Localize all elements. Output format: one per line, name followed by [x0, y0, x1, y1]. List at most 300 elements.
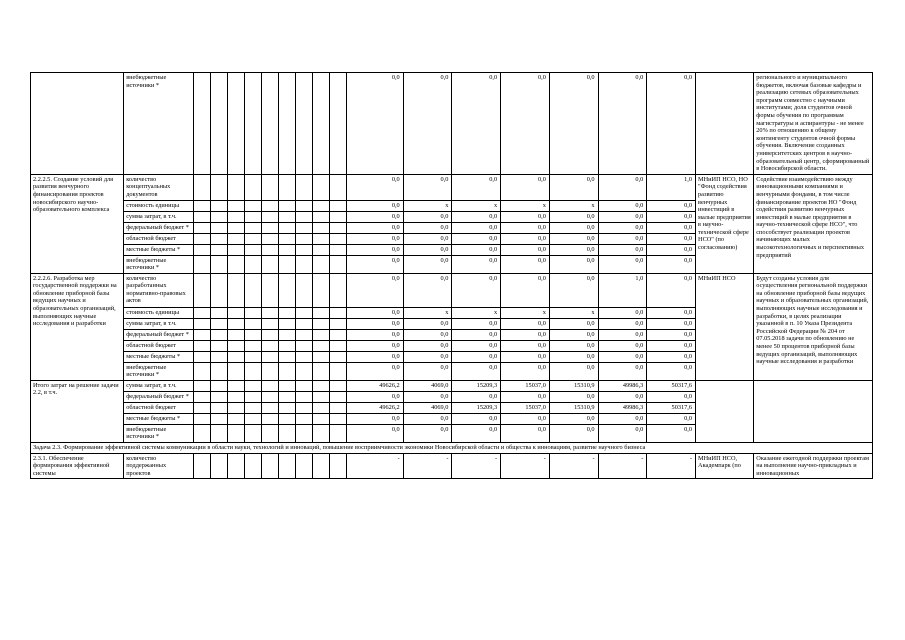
- empty-cell: [261, 222, 278, 233]
- value-cell: 0,0: [549, 255, 598, 273]
- empty-cell: [295, 391, 312, 402]
- value-cell: 0,0: [346, 200, 403, 211]
- value-cell: 0,0: [647, 340, 696, 351]
- value-cell: 49986,3: [598, 402, 647, 413]
- empty-cell: [261, 340, 278, 351]
- empty-cell: [211, 233, 228, 244]
- empty-cell: [329, 200, 346, 211]
- empty-cell: [227, 351, 244, 362]
- value-cell: 15310,9: [549, 380, 598, 391]
- value-cell: 0,0: [403, 211, 452, 222]
- value-cell: 0,0: [501, 329, 550, 340]
- empty-cell: [329, 255, 346, 273]
- value-cell: 0,0: [598, 222, 647, 233]
- value-cell: 0,0: [501, 351, 550, 362]
- value-cell: 0,0: [346, 413, 403, 424]
- value-cell: 0,0: [501, 413, 550, 424]
- empty-cell: [278, 351, 295, 362]
- empty-cell: [329, 340, 346, 351]
- value-cell: 0,0: [549, 329, 598, 340]
- value-cell: -: [403, 453, 452, 479]
- value-cell: x: [403, 307, 452, 318]
- empty-cell: [227, 200, 244, 211]
- empty-cell: [261, 391, 278, 402]
- value-cell: 0,0: [549, 233, 598, 244]
- value-cell: 50317,6: [647, 402, 696, 413]
- empty-cell: [261, 200, 278, 211]
- empty-cell: [194, 351, 211, 362]
- table-row: [31, 273, 873, 307]
- empty-cell: [227, 211, 244, 222]
- empty-cell: [261, 211, 278, 222]
- empty-cell: [244, 255, 261, 273]
- indicator-label: областной бюджет: [124, 402, 194, 413]
- table-row: [31, 453, 873, 479]
- indicator-label: внебюджетные источники *: [124, 362, 194, 380]
- empty-cell: [194, 413, 211, 424]
- value-cell: 0,0: [346, 222, 403, 233]
- value-cell: 0,0: [501, 391, 550, 402]
- empty-cell: [278, 380, 295, 391]
- empty-cell: [194, 233, 211, 244]
- empty-cell: [227, 307, 244, 318]
- empty-cell: [194, 362, 211, 380]
- value-cell: -: [452, 453, 501, 479]
- value-cell: 0,0: [549, 273, 598, 307]
- empty-cell: [211, 413, 228, 424]
- value-cell: 0,0: [501, 424, 550, 442]
- value-cell: 0,0: [647, 273, 696, 307]
- empty-cell: [278, 318, 295, 329]
- empty-cell: [295, 453, 312, 479]
- measure-name: 2.3.1. Обеспечение формирования эффективной системы: [31, 453, 124, 479]
- indicator-label: областной бюджет: [124, 340, 194, 351]
- empty-cell: [295, 402, 312, 413]
- value-cell: 0,0: [346, 329, 403, 340]
- value-cell: 0,0: [501, 222, 550, 233]
- empty-cell: [211, 174, 228, 200]
- empty-cell: [329, 413, 346, 424]
- value-cell: 0,0: [501, 244, 550, 255]
- empty-cell: [261, 307, 278, 318]
- value-cell: 0,0: [452, 244, 501, 255]
- indicator-label: сумма затрат, в т.ч.: [124, 318, 194, 329]
- empty-cell: [278, 453, 295, 479]
- empty-cell: [329, 233, 346, 244]
- indicator-label: стоимость единицы: [124, 200, 194, 211]
- empty-cell: [194, 329, 211, 340]
- empty-cell: [211, 200, 228, 211]
- indicator-label: количество разработанных нормативно-правовых актов: [124, 273, 194, 307]
- value-cell: x: [549, 200, 598, 211]
- value-cell: 0,0: [346, 73, 403, 175]
- empty-cell: [295, 424, 312, 442]
- value-cell: 0,0: [346, 340, 403, 351]
- value-cell: 0,0: [647, 211, 696, 222]
- empty-cell: [278, 174, 295, 200]
- empty-cell: [244, 380, 261, 391]
- empty-cell: [312, 380, 329, 391]
- empty-cell: [329, 244, 346, 255]
- empty-cell: [261, 255, 278, 273]
- empty-cell: [295, 174, 312, 200]
- value-cell: 0,0: [452, 211, 501, 222]
- expected-result: регионального и муниципального бюджетов, включая базовые кафедры и реализацию сетевых образовательных программ совместно с научными институтами; доля студентов очной формы обучения по программам магистратуры и аспирантуры - не менее 20% по отношению к общему контингенту студентов очной формы обучения. Включение созданных университетских центров в научно-образовательный центр, сформированный в Новосибирской области.: [754, 73, 873, 175]
- empty-cell: [312, 391, 329, 402]
- executor: МНиИП НСО: [696, 273, 754, 380]
- value-cell: 0,0: [452, 391, 501, 402]
- value-cell: 0,0: [346, 391, 403, 402]
- empty-cell: [278, 200, 295, 211]
- value-cell: 0,0: [403, 318, 452, 329]
- empty-cell: [194, 273, 211, 307]
- value-cell: 0,0: [346, 273, 403, 307]
- table-row: [31, 174, 873, 200]
- empty-cell: [211, 329, 228, 340]
- value-cell: 0,0: [403, 244, 452, 255]
- empty-cell: [295, 222, 312, 233]
- value-cell: 0,0: [598, 244, 647, 255]
- value-cell: 0,0: [452, 174, 501, 200]
- value-cell: -: [346, 453, 403, 479]
- empty-cell: [227, 453, 244, 479]
- empty-cell: [194, 222, 211, 233]
- empty-cell: [227, 362, 244, 380]
- empty-cell: [329, 391, 346, 402]
- value-cell: 0,0: [598, 351, 647, 362]
- value-cell: 0,0: [452, 362, 501, 380]
- value-cell: 0,0: [452, 329, 501, 340]
- value-cell: x: [403, 200, 452, 211]
- empty-cell: [244, 391, 261, 402]
- empty-cell: [312, 453, 329, 479]
- table-row: [31, 73, 873, 175]
- value-cell: 0,0: [598, 233, 647, 244]
- value-cell: 0,0: [647, 362, 696, 380]
- value-cell: 0,0: [501, 318, 550, 329]
- value-cell: 0,0: [549, 362, 598, 380]
- value-cell: 0,0: [452, 413, 501, 424]
- value-cell: 0,0: [403, 255, 452, 273]
- empty-cell: [312, 362, 329, 380]
- value-cell: 0,0: [598, 318, 647, 329]
- empty-cell: [211, 255, 228, 273]
- executor: МНиИП НСО, Академпарк (по: [696, 453, 754, 479]
- empty-cell: [244, 273, 261, 307]
- empty-cell: [194, 318, 211, 329]
- empty-cell: [312, 233, 329, 244]
- empty-cell: [261, 244, 278, 255]
- value-cell: 0,0: [346, 233, 403, 244]
- value-cell: 0,0: [549, 222, 598, 233]
- empty-cell: [312, 244, 329, 255]
- empty-cell: [227, 424, 244, 442]
- value-cell: -: [598, 453, 647, 479]
- value-cell: 15209,3: [452, 402, 501, 413]
- empty-cell: [261, 362, 278, 380]
- empty-cell: [261, 174, 278, 200]
- empty-cell: [194, 453, 211, 479]
- empty-cell: [261, 453, 278, 479]
- empty-cell: [295, 329, 312, 340]
- value-cell: 0,0: [647, 233, 696, 244]
- empty-cell: [211, 380, 228, 391]
- empty-cell: [194, 424, 211, 442]
- empty-cell: [244, 340, 261, 351]
- value-cell: 0,0: [549, 174, 598, 200]
- value-cell: 4069,0: [403, 380, 452, 391]
- empty-cell: [261, 329, 278, 340]
- value-cell: 0,0: [598, 329, 647, 340]
- value-cell: 0,0: [346, 244, 403, 255]
- value-cell: 0,0: [501, 211, 550, 222]
- empty-cell: [244, 307, 261, 318]
- empty-cell: [312, 402, 329, 413]
- value-cell: 50317,6: [647, 380, 696, 391]
- empty-cell: [295, 362, 312, 380]
- table-row: [31, 380, 873, 391]
- value-cell: x: [549, 307, 598, 318]
- value-cell: 0,0: [346, 174, 403, 200]
- value-cell: 0,0: [598, 362, 647, 380]
- indicator-label: федеральный бюджет *: [124, 329, 194, 340]
- expected-result: Содействие взаимодействию между инновационными компаниями и венчурными фондами, в том числе финансирование проектов НО "Фонд содействия развитию венчурных инвестиций в малые предприятия в научно-технической сфере НСО", что способствует реализации проектов начинающих малых высокотехнологичных и перспективных предприятий: [754, 174, 873, 273]
- value-cell: 0,0: [346, 351, 403, 362]
- value-cell: 0,0: [549, 413, 598, 424]
- value-cell: 49626,2: [346, 402, 403, 413]
- value-cell: 0,0: [549, 318, 598, 329]
- empty-cell: [227, 318, 244, 329]
- empty-cell: [211, 211, 228, 222]
- value-cell: 0,0: [598, 73, 647, 175]
- empty-cell: [261, 273, 278, 307]
- source-label: внебюджетные источники *: [124, 73, 194, 175]
- indicator-label: внебюджетные источники *: [124, 255, 194, 273]
- empty-cell: [696, 380, 754, 442]
- value-cell: 15037,0: [501, 380, 550, 391]
- value-cell: 0,0: [598, 340, 647, 351]
- expected-result: Оказание ежегодной поддержки проектам на выполнение научно-прикладных и инновационных: [754, 453, 873, 479]
- value-cell: 0,0: [501, 174, 550, 200]
- executor: МНиИП НСО, НО "Фонд содействия развитию венчурных инвестиций в малые предприятия в научно-технической сфере НСО" (по согласованию): [696, 174, 754, 273]
- value-cell: 0,0: [647, 73, 696, 175]
- value-cell: 0,0: [403, 424, 452, 442]
- empty-cell: [295, 340, 312, 351]
- empty-cell: [278, 329, 295, 340]
- empty-cell: [211, 340, 228, 351]
- value-cell: 0,0: [549, 424, 598, 442]
- empty-cell: [211, 351, 228, 362]
- empty-cell: [312, 351, 329, 362]
- empty-cell: [329, 273, 346, 307]
- empty-cell: [278, 233, 295, 244]
- value-cell: -: [501, 453, 550, 479]
- value-cell: 0,0: [452, 222, 501, 233]
- value-cell: -: [549, 453, 598, 479]
- empty-cell: [278, 211, 295, 222]
- value-cell: 0,0: [452, 255, 501, 273]
- empty-cell: [278, 424, 295, 442]
- empty-cell: [261, 318, 278, 329]
- empty-cell: [754, 380, 873, 442]
- task-row: [31, 443, 873, 454]
- value-cell: 0,0: [598, 307, 647, 318]
- value-cell: 0,0: [647, 200, 696, 211]
- value-cell: 0,0: [346, 211, 403, 222]
- empty-cell: [227, 413, 244, 424]
- empty-cell: [244, 402, 261, 413]
- empty-cell: [261, 424, 278, 442]
- value-cell: 0,0: [403, 73, 452, 175]
- empty-cell: [227, 73, 244, 175]
- empty-cell: [211, 402, 228, 413]
- empty-cell: [278, 222, 295, 233]
- empty-cell: [244, 73, 261, 175]
- expected-result: Будут созданы условия для осуществления региональной поддержки на обновление приборной базы ведущих научных и образовательных организаций, выполняющих научные исследования и разработки, в целях реализации указанной в п. 10 Указа Президента Российской Федерации № 204 от 07.05.2018 задачи по обновлению не менее 50 процентов приборной базы ведущих организаций, выполняющих научные исследования и разработки: [754, 273, 873, 380]
- indicator-label: федеральный бюджет *: [124, 222, 194, 233]
- empty-cell: [278, 307, 295, 318]
- empty-cell: [261, 413, 278, 424]
- empty-cell: [329, 380, 346, 391]
- empty-cell: [227, 244, 244, 255]
- empty-cell: [244, 453, 261, 479]
- value-cell: x: [501, 307, 550, 318]
- empty-cell: [194, 73, 211, 175]
- empty-cell: [194, 244, 211, 255]
- value-cell: 0,0: [403, 362, 452, 380]
- value-cell: 0,0: [647, 255, 696, 273]
- value-cell: x: [452, 307, 501, 318]
- empty-cell: [227, 402, 244, 413]
- empty-cell: [211, 307, 228, 318]
- indicator-label: стоимость единицы: [124, 307, 194, 318]
- value-cell: 4069,0: [403, 402, 452, 413]
- empty-cell: [329, 211, 346, 222]
- empty-cell: [312, 329, 329, 340]
- empty-cell: [278, 391, 295, 402]
- executor-cell: [696, 73, 754, 175]
- value-cell: 49986,3: [598, 380, 647, 391]
- empty-cell: [261, 73, 278, 175]
- empty-cell: [329, 329, 346, 340]
- empty-cell: [261, 351, 278, 362]
- value-cell: 1,0: [598, 273, 647, 307]
- value-cell: 0,0: [647, 413, 696, 424]
- empty-cell: [211, 453, 228, 479]
- value-cell: 15037,0: [501, 402, 550, 413]
- measure-name: 2.2.2.5. Создание условий для развития венчурного финансирования проектов новосибирского научно-образовательного комплекса: [31, 174, 124, 273]
- empty-cell: [278, 402, 295, 413]
- empty-cell: [227, 273, 244, 307]
- value-cell: 0,0: [346, 318, 403, 329]
- empty-cell: [194, 255, 211, 273]
- indicator-label: местные бюджеты *: [124, 351, 194, 362]
- total-label: Итого затрат на решение задачи 2.2, в т.ч.: [31, 380, 124, 442]
- value-cell: 0,0: [647, 318, 696, 329]
- empty-cell: [295, 200, 312, 211]
- measure-name-cell: [31, 73, 124, 175]
- value-cell: 0,0: [452, 318, 501, 329]
- empty-cell: [278, 255, 295, 273]
- empty-cell: [295, 233, 312, 244]
- empty-cell: [261, 402, 278, 413]
- empty-cell: [227, 222, 244, 233]
- empty-cell: [244, 244, 261, 255]
- empty-cell: [312, 200, 329, 211]
- value-cell: 0,0: [452, 73, 501, 175]
- value-cell: 0,0: [647, 222, 696, 233]
- value-cell: 0,0: [452, 424, 501, 442]
- value-cell: 15209,3: [452, 380, 501, 391]
- empty-cell: [244, 200, 261, 211]
- measure-name: 2.2.2.6. Разработка мер государственной поддержки на обновление приборной базы ведущих научных и образовательных организаций, выполняющих научные исследования и разработки: [31, 273, 124, 380]
- empty-cell: [227, 340, 244, 351]
- empty-cell: [312, 73, 329, 175]
- value-cell: 0,0: [501, 362, 550, 380]
- empty-cell: [211, 391, 228, 402]
- value-cell: 0,0: [403, 222, 452, 233]
- empty-cell: [312, 222, 329, 233]
- empty-cell: [295, 351, 312, 362]
- empty-cell: [244, 424, 261, 442]
- empty-cell: [227, 233, 244, 244]
- value-cell: 0,0: [549, 73, 598, 175]
- empty-cell: [312, 307, 329, 318]
- value-cell: 0,0: [346, 255, 403, 273]
- value-cell: 0,0: [598, 211, 647, 222]
- empty-cell: [329, 307, 346, 318]
- empty-cell: [211, 73, 228, 175]
- value-cell: 0,0: [598, 255, 647, 273]
- empty-cell: [312, 211, 329, 222]
- value-cell: 0,0: [647, 307, 696, 318]
- indicator-label: количество концептуальных документов: [124, 174, 194, 200]
- empty-cell: [194, 391, 211, 402]
- value-cell: 0,0: [598, 174, 647, 200]
- empty-cell: [278, 244, 295, 255]
- value-cell: 0,0: [501, 255, 550, 273]
- value-cell: 0,0: [403, 340, 452, 351]
- value-cell: 0,0: [346, 307, 403, 318]
- empty-cell: [295, 273, 312, 307]
- value-cell: 0,0: [403, 233, 452, 244]
- value-cell: 0,0: [598, 200, 647, 211]
- empty-cell: [329, 73, 346, 175]
- empty-cell: [194, 307, 211, 318]
- empty-cell: [329, 453, 346, 479]
- value-cell: 0,0: [403, 413, 452, 424]
- empty-cell: [295, 255, 312, 273]
- value-cell: 0,0: [549, 391, 598, 402]
- empty-cell: [194, 402, 211, 413]
- value-cell: 0,0: [647, 351, 696, 362]
- empty-cell: [278, 73, 295, 175]
- empty-cell: [227, 255, 244, 273]
- empty-cell: [295, 244, 312, 255]
- value-cell: 0,0: [549, 244, 598, 255]
- indicator-label: местные бюджеты *: [124, 244, 194, 255]
- value-cell: x: [501, 200, 550, 211]
- empty-cell: [312, 174, 329, 200]
- value-cell: x: [452, 200, 501, 211]
- empty-cell: [244, 211, 261, 222]
- empty-cell: [244, 362, 261, 380]
- empty-cell: [329, 222, 346, 233]
- empty-cell: [261, 380, 278, 391]
- empty-cell: [329, 402, 346, 413]
- value-cell: 0,0: [403, 174, 452, 200]
- empty-cell: [261, 233, 278, 244]
